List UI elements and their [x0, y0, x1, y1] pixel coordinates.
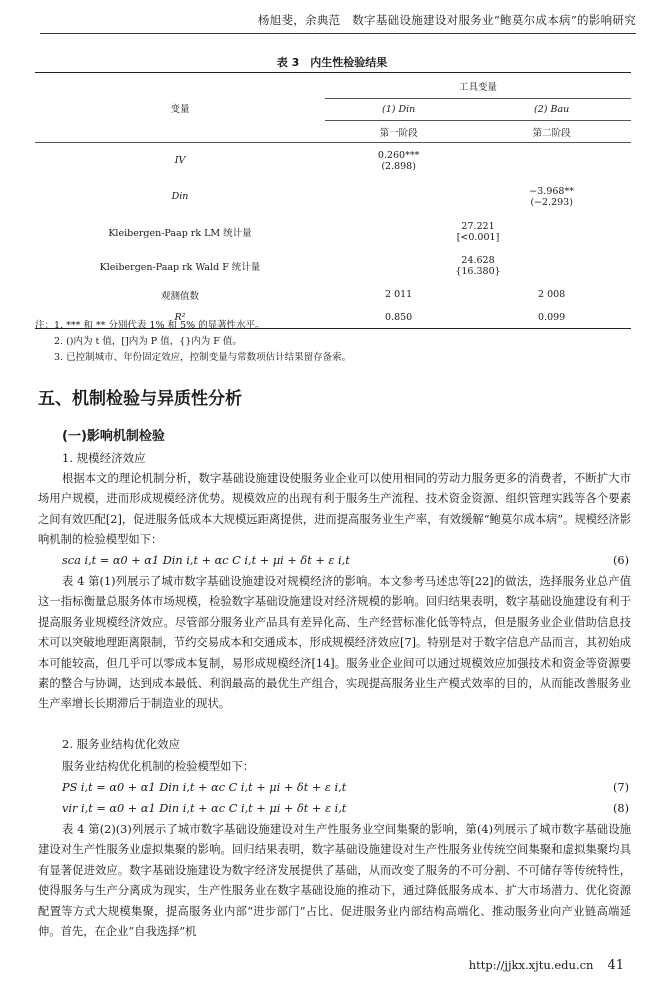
table-cell: 0.099	[472, 307, 631, 329]
table-caption: 表 3 内生性检验结果	[276, 56, 388, 69]
page-number: 41	[607, 958, 624, 973]
running-head: 杨旭斐，余典范 数字基础设施建设对服务业“鲍莫尔成本病”的影响研究	[40, 12, 636, 34]
row-label: Kleibergen-Paap rk LM 统计量	[108, 227, 252, 239]
header-stage2: 第二阶段	[472, 121, 631, 143]
row-label: Kleibergen-Paap rk Wald F 统计量	[99, 261, 261, 273]
header-col1: (1) Din	[325, 99, 472, 121]
paragraph-4: 表 4 第(2)(3)列展示了城市数字基础设施建设对生产性服务业空间集聚的影响，第(4)列展示了城市数字基础设施建设对生产性服务业虚拟集聚的影响。回归结果表明，数字基础设施建设对生产性服务业传统空间集聚和虚拟集聚均具有显著促进效应。数字基础设施建设为数字经济发展提供了基础，从而改变了服务的不可分割、不可储存等传统特性，使得服务与生产分离成为现实，生产性服务业在数字基础设施的推动下，通过降低服务成本、扩大市场潜力、优化资源配置等方式大规模集聚，提高服务业内部“进步部门”占比、促进服务业内部结构高端化、推动服务业向产业链高端延伸。首先，在企业“自我选择”机	[38, 823, 631, 939]
section-title: 五、机制检验与异质性分析	[38, 389, 242, 409]
note-line: 2. ()内为 t 值，[]内为 P 值，{}内为 F 值。	[35, 336, 242, 347]
row-label: R²	[35, 307, 325, 329]
table-cell: 27.221 [<0.001]	[456, 220, 500, 243]
sub2-title: 2. 服务业结构优化效应	[62, 737, 181, 751]
footer-url[interactable]: http://jjkx.xjtu.edu.cn	[468, 958, 594, 972]
table-cell: 0.850	[325, 307, 472, 329]
header-group: 工具变量	[325, 73, 631, 99]
header-variable: 变量	[170, 103, 190, 115]
equation-6: sca i,t = α0 + α1 Din i,t + αc C i,t + μi + δt + ε i,t (6)	[62, 554, 629, 567]
header-stage1: 第一阶段	[325, 121, 472, 143]
table-row	[35, 283, 631, 307]
table-notes	[35, 318, 351, 366]
paragraph-1: 根据本文的理论机制分析，数字基础设施建设使服务业企业可以使用相同的劳动力服务更多的消费者，不断扩大市场用户规模，进而形成规模经济优势。规模效应的出现有利于服务生产流程、技术资金资源、组织管理实践等各个要素之间有效匹配[2]，促进服务低成本大规模远距离提供，进而提高服务业生产率，有效缓解“鲍莫尔成本病”。规模经济影响机制的检验模型如下：	[38, 472, 631, 547]
header-col2: (2) Bau	[472, 99, 631, 121]
table-cell	[325, 179, 472, 215]
note-line: 3. 已控制城市、年份固定效应，控制变量与常数项估计结果留存备索。	[35, 352, 352, 363]
page-footer	[469, 958, 624, 973]
equation-8: vir i,t = α0 + α1 Din i,t + αc C i,t + μi + δt + ε i,t (8)	[62, 802, 629, 815]
table-cell: 2 008	[538, 289, 566, 300]
results-table	[35, 72, 631, 329]
table-row	[35, 143, 631, 179]
row-label: 观测值数	[160, 290, 199, 302]
table-row	[35, 179, 631, 215]
table-cell	[472, 143, 631, 179]
note-line: 注：1. *** 和 ** 分别代表 1% 和 5% 的显著性水平。	[35, 320, 265, 331]
sub1-title: 1. 规模经济效应	[62, 451, 146, 465]
paragraph-3: 服务业结构优化机制的检验模型如下：	[62, 760, 255, 773]
paragraph-2: 表 4 第(1)列展示了城市数字基础设施建设对规模经济的影响。本文参考马述忠等[22]的做法，选择服务业总产值这一指标衡量总服务体市场规模，检验数字基础设施建设对经济规模的影响。回归结果表明，数字基础设施建设有利于提高服务业规模经济效应。尽管部分服务业产品具有差异化高、生产经营标准化低等特点，但是服务业企业借助信息技术可以突破地理距离限制，节约交易成本和交通成本，形成规模经济效应[7]。特别是对于数字信息产品而言，其初始成本可能较高，但几乎可以零成本复制，易形成规模经济[14]。服务业企业间可以通过规模效应加强技术和资金等资源要素的整合与协调，达到成本最低、利润最高的最优生产组合，实现提高服务业生产模式效率的目的，从而能改善服务业生产率增长长期滞后于制造业的现状。	[38, 575, 631, 711]
table-cell: 0.260*** (2.898)	[377, 149, 420, 172]
row-label: Din	[171, 191, 189, 202]
table-row	[35, 249, 631, 283]
table-cell: 2 011	[385, 289, 413, 300]
table-row	[35, 215, 631, 249]
row-label: IV	[174, 155, 186, 167]
subsection-title: (一)影响机制检验	[62, 429, 165, 444]
table-cell: 24.628 {16.380}	[455, 254, 501, 277]
equation-7: PS i,t = α0 + α1 Din i,t + αc C i,t + μi + δt + ε i,t (7)	[62, 781, 629, 794]
table-cell: −3.968** (−2.293)	[529, 185, 574, 208]
